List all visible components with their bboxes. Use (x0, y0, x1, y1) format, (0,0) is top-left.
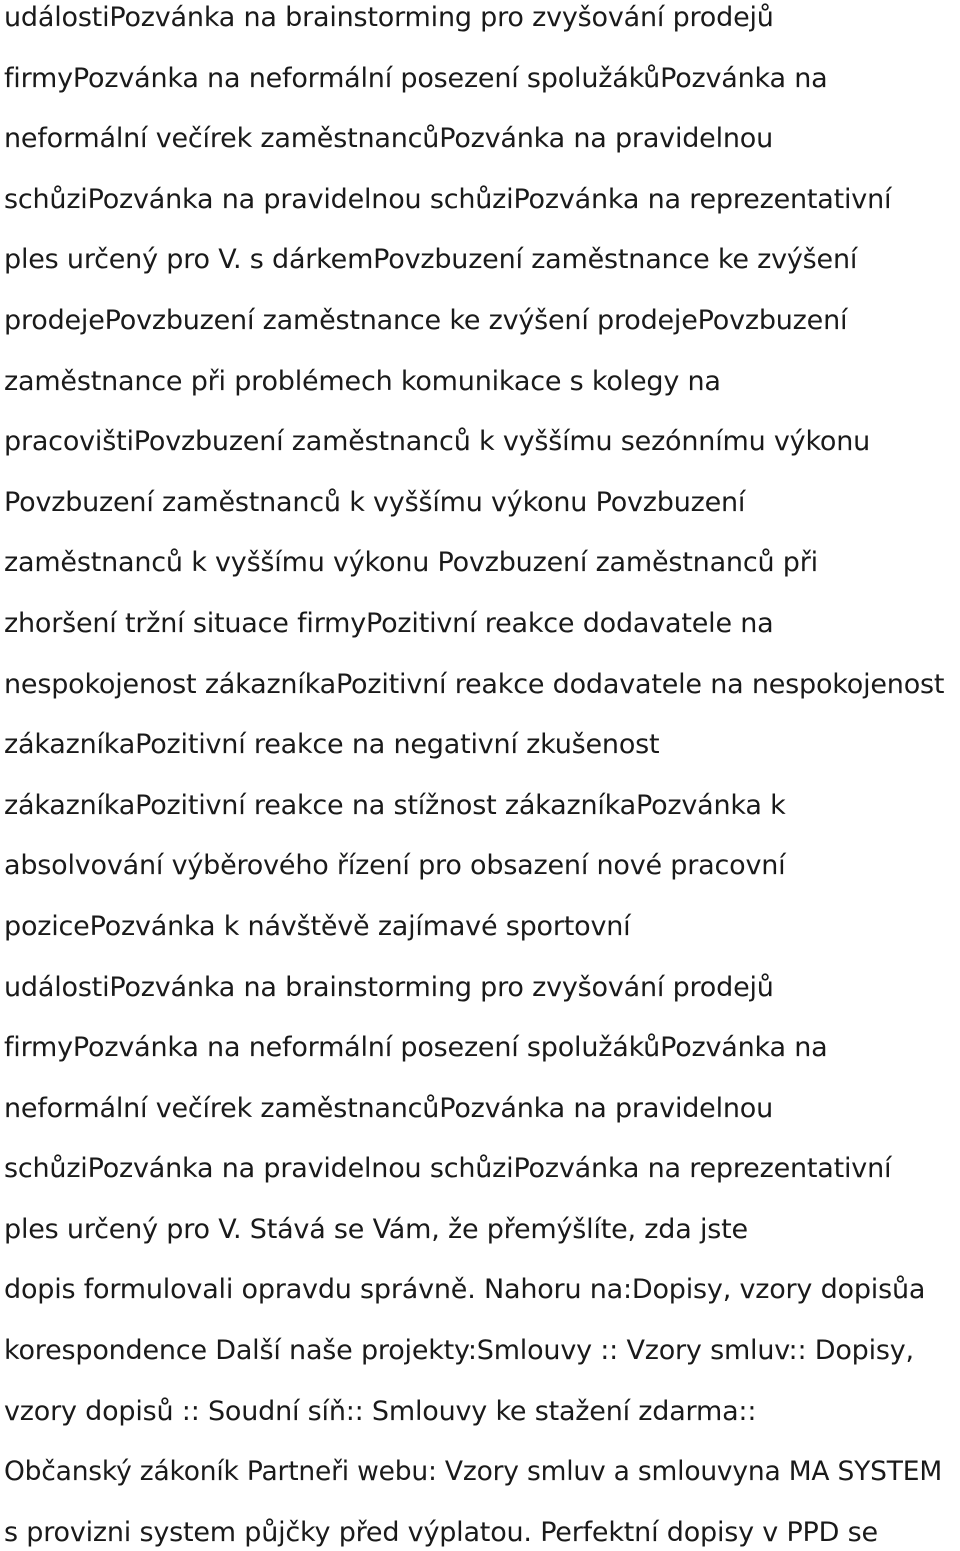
text-line: absolvování výběrového řízení pro obsazení nové pracovní (4, 850, 786, 882)
text-line: pozicePozvánka k návštěvě zajímavé sportovní (4, 910, 631, 942)
text-line: zaměstnanců k vyššímu výkonu Povzbuzení zaměstnanců při (4, 547, 818, 579)
text-line: s provizni system půjčky před výplatou. Perfektní dopisy v PPD se (4, 1516, 878, 1548)
text-line: ples určený pro V. Stává se Vám, že přemýšlíte, zda jste (4, 1213, 748, 1245)
text-line: pracovištiPovzbuzení zaměstnanců k vyššímu sezónnímu výkonu (4, 426, 871, 458)
text-line: neformální večírek zaměstnancůPozvánka na pravidelnou (4, 1092, 774, 1124)
text-line: firmyPozvánka na neformální posezení spolužákůPozvánka na (4, 1032, 828, 1064)
text-line: zákazníkaPozitivní reakce na negativní zkušenost (4, 729, 660, 761)
text-line: firmyPozvánka na neformální posezení spolužákůPozvánka na (4, 62, 828, 94)
text-line: událostiPozvánka na brainstorming pro zvyšování prodejů (4, 2, 774, 33)
text-line: zhoršení tržní situace firmyPozitivní reakce dodavatele na (4, 607, 774, 639)
text-line: Povzbuzení zaměstnanců k vyššímu výkonu Povzbuzení (4, 486, 746, 518)
text-line: schůziPozvánka na pravidelnou schůziPozvánka na reprezentativní (4, 1153, 892, 1185)
text-line: událostiPozvánka na brainstorming pro zvyšování prodejů (4, 971, 774, 1003)
document-text (4, 0, 960, 1551)
text-line: Občanský zákoník Partneři webu: Vzory smluv a smlouvyna MA SYSTEM (4, 1456, 942, 1488)
text-line: prodejePovzbuzení zaměstnance ke zvýšení prodejePovzbuzení (4, 304, 848, 336)
text-line: ples určený pro V. s dárkemPovzbuzení zaměstnance ke zvýšení (4, 244, 858, 276)
text-line: zaměstnance při problémech komunikace s kolegy na (4, 365, 721, 397)
text-line: korespondence Další naše projekty:Smlouvy :: Vzory smluv:: Dopisy, (4, 1335, 914, 1367)
text-line: neformální večírek zaměstnancůPozvánka na pravidelnou (4, 123, 774, 155)
text-line: nespokojenost zákazníkaPozitivní reakce dodavatele na nespokojenost (4, 668, 945, 700)
text-line: zákazníkaPozitivní reakce na stížnost zákazníkaPozvánka k (4, 789, 786, 821)
text-line: schůziPozvánka na pravidelnou schůziPozvánka na reprezentativní (4, 183, 892, 215)
text-line: vzory dopisů :: Soudní síň:: Smlouvy ke stažení zdarma:: (4, 1395, 757, 1427)
text-line: dopis formulovali opravdu správně. Nahoru na:Dopisy, vzory dopisůa (4, 1274, 926, 1306)
